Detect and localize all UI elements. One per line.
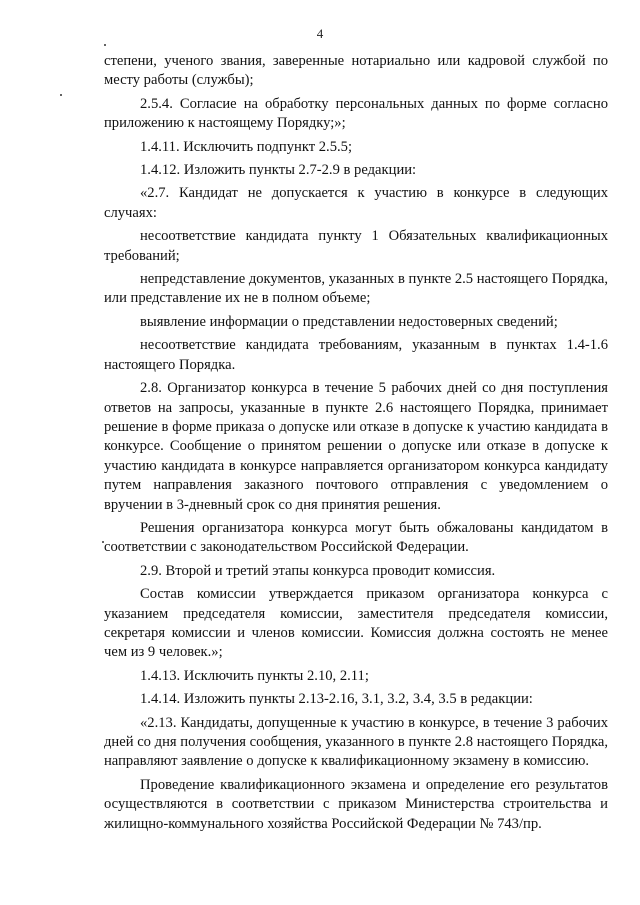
- paragraph-2-7: «2.7. Кандидат не допускается к участию в конкурсе в следующих случаях:: [104, 185, 608, 221]
- paragraph-exam: Проведение квалификационного экзамена и определение его результатов осуществляются в соответствии с приказом Министерства строительства и жилищно-коммунального хозяйства Российской Федерации № 743/пр.: [104, 776, 608, 832]
- page-number: 4: [316, 26, 324, 41]
- paragraph-1-4-11: 1.4.11. Исключить подпункт 2.5.5;: [140, 138, 353, 155]
- paragraph-2-13: «2.13. Кандидаты, допущенные к участию в конкурсе, в течение 3 рабочих дней со дня получения сообщения, указанного в пункте 2.8 настоящего Порядка, направляют заявление о допуске к квалификационному экзамену в комиссию.: [104, 714, 608, 770]
- paragraph-continuation: степени, ученого звания, заверенные нотариально или кадровой службой по месту работы (службы);: [104, 53, 608, 89]
- scan-speck: [102, 541, 104, 543]
- document-body: [104, 52, 608, 834]
- paragraph-2-7-item-3: выявление информации о представлении недостоверных сведений;: [140, 313, 558, 330]
- paragraph-appeal: Решения организатора конкурса могут быть обжалованы кандидатом в соответствии с законодательством Российской Федерации.: [104, 519, 608, 556]
- paragraph-2-9: 2.9. Второй и третий этапы конкурса проводит комиссия.: [140, 562, 496, 579]
- paragraph-1-4-12: 1.4.12. Изложить пункты 2.7-2.9 в редакции:: [140, 162, 417, 179]
- paragraph-2-5-4: 2.5.4. Согласие на обработку персональных данных по форме согласно приложению к настоящему Порядку;»;: [104, 95, 608, 132]
- paragraph-commission: Состав комиссии утверждается приказом организатора конкурса с указанием председателя комиссии, заместителя председателя комиссии, секретаря комиссии и членов комиссии. Комиссия должна состоять не менее чем из 9 человек.»;: [104, 586, 608, 661]
- paragraph-1-4-13: 1.4.13. Исключить пункты 2.10, 2.11;: [140, 667, 369, 684]
- scan-speck: [60, 94, 62, 96]
- paragraph-2-7-item-2: непредставление документов, указанных в пункте 2.5 настоящего Порядка, или представление их не в полном объеме;: [104, 271, 608, 307]
- paragraph-2-7-item-1: несоответствие кандидата пункту 1 Обязательных квалификационных требований;: [104, 228, 608, 264]
- paragraph-1-4-14: 1.4.14. Изложить пункты 2.13-2.16, 3.1, 3.2, 3.4, 3.5 в редакции:: [140, 691, 533, 708]
- paragraph-2-7-item-4: несоответствие кандидата требованиям, указанным в пунктах 1.4-1.6 настоящего Порядка.: [104, 337, 608, 373]
- scan-speck: [104, 44, 106, 46]
- paragraph-2-8: 2.8. Организатор конкурса в течение 5 рабочих дней со дня поступления ответов на запросы, указанные в пункте 2.6 настоящего Порядка, принимает решение в форме приказа о допуске или отказе в допуске к участию кандидата в конкурсе. Сообщение о принятом решении о допуске или отказе в допуске к участию кандидата в конкурсе направляется организатором конкурса кандидату путем направления заказного почтового отправления с уведомлением о вручении в 3-дневный срок со дня принятия решения.: [104, 380, 608, 513]
